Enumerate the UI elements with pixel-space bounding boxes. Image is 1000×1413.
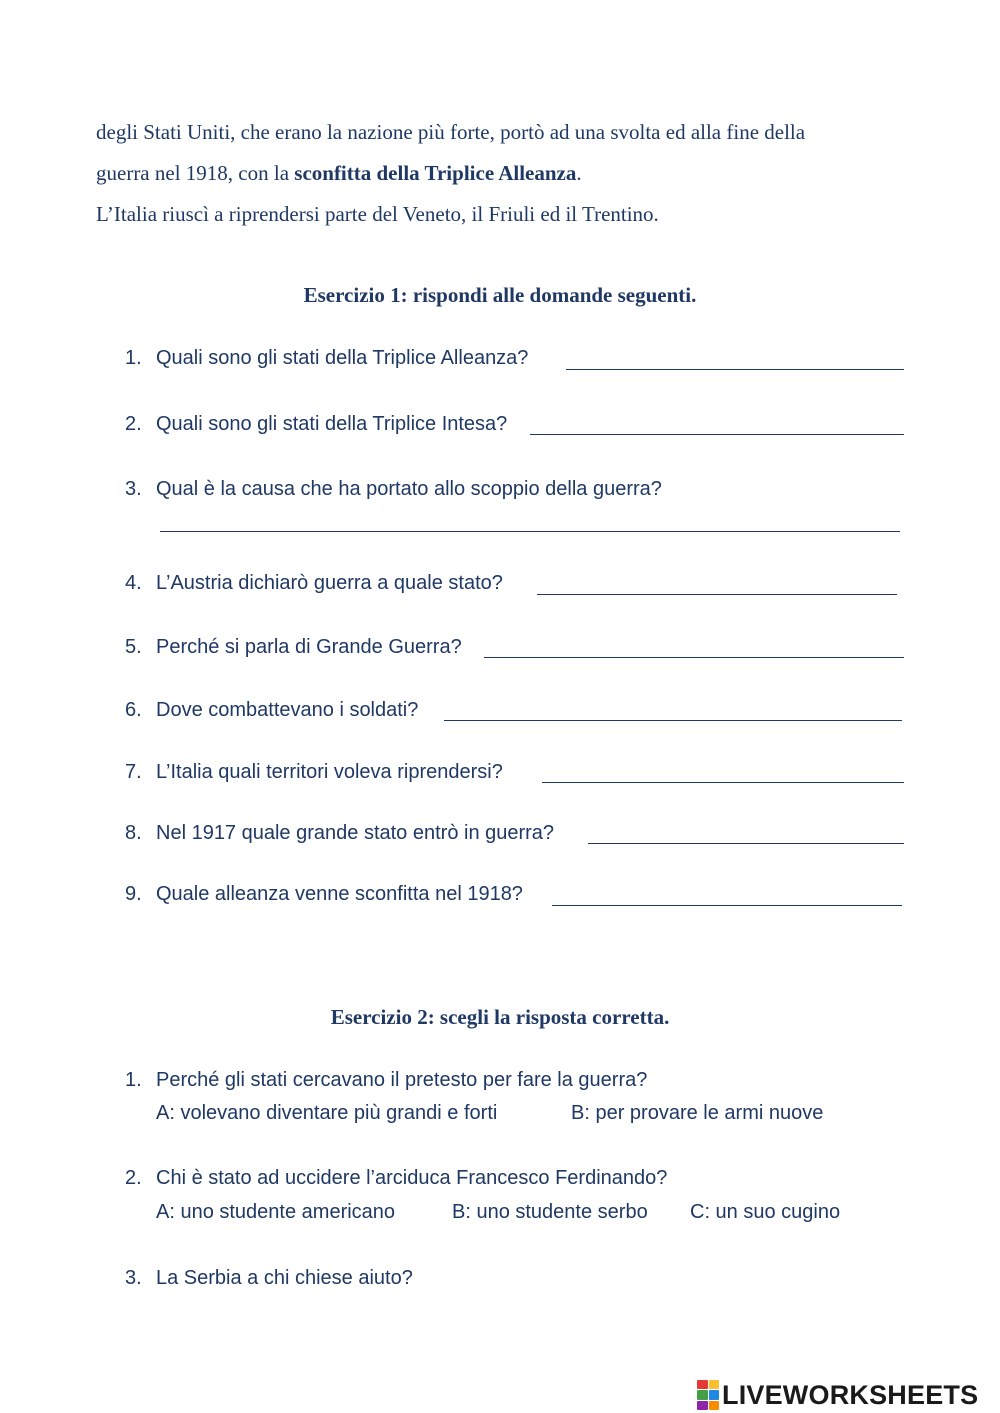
ex1-q5-number: 5. <box>125 636 142 658</box>
intro-line-2-bold: sconfitta della Triplice Alleanza <box>294 161 577 185</box>
logo-block <box>697 1390 708 1399</box>
ex1-q7-answer-line[interactable] <box>542 782 904 783</box>
ex1-q3-text: Qual è la causa che ha portato allo scoppio della guerra? <box>156 478 662 500</box>
logo-block <box>709 1390 720 1399</box>
ex1-q2-answer-line[interactable] <box>530 434 904 435</box>
intro-line-2-post: . <box>576 161 582 185</box>
ex1-q4-number: 4. <box>125 572 142 594</box>
ex1-q5-answer-line[interactable] <box>484 657 904 658</box>
logo-block <box>709 1401 720 1410</box>
ex1-q9-answer-line[interactable] <box>552 905 902 906</box>
logo-block <box>697 1401 708 1410</box>
ex1-q3-number: 3. <box>125 478 142 500</box>
liveworksheets-logo-icon <box>697 1380 719 1410</box>
ex2-q1-option-a[interactable]: A: volevano diventare più grandi e forti <box>156 1102 498 1124</box>
ex2-q2-option-c[interactable]: C: un suo cugino <box>690 1201 841 1223</box>
ex2-q2-option-a[interactable]: A: uno studente americano <box>156 1201 396 1223</box>
exercise-2-heading: Esercizio 2: scegli la risposta corretta. <box>330 1005 670 1029</box>
ex1-q3-answer-line[interactable] <box>160 531 900 532</box>
logo-block <box>709 1380 720 1389</box>
intro-paragraph <box>96 112 906 235</box>
ex2-q1-text: Perché gli stati cercavano il pretesto per fare la guerra? <box>156 1069 648 1091</box>
ex2-q2-text: Chi è stato ad uccidere l’arciduca Francesco Ferdinando? <box>156 1167 668 1189</box>
ex1-q2-text: Quali sono gli stati della Triplice Intesa? <box>156 413 508 435</box>
intro-line-1: degli Stati Uniti, che erano la nazione più forte, portò ad una svolta ed alla fine della <box>96 120 806 144</box>
ex1-q4-answer-line[interactable] <box>537 594 897 595</box>
ex1-q9-number: 9. <box>125 883 142 905</box>
ex1-q7-text: L’Italia quali territori voleva riprendersi? <box>156 761 503 783</box>
logo-block <box>697 1380 708 1389</box>
ex1-q8-answer-line[interactable] <box>588 843 904 844</box>
ex1-q9-text: Quale alleanza venne sconfitta nel 1918? <box>156 883 523 905</box>
ex1-q4-text: L’Austria dichiarò guerra a quale stato? <box>156 572 503 594</box>
liveworksheets-logo <box>697 1378 978 1412</box>
ex2-q3-number: 3. <box>125 1267 142 1289</box>
intro-line-2-pre: guerra nel 1918, con la <box>96 161 295 185</box>
ex1-q6-answer-line[interactable] <box>444 720 902 721</box>
ex2-q2-number: 2. <box>125 1167 142 1189</box>
ex1-q1-answer-line[interactable] <box>566 369 904 370</box>
ex1-q6-number: 6. <box>125 699 142 721</box>
ex1-q8-number: 8. <box>125 822 142 844</box>
ex1-q6-text: Dove combattevano i soldati? <box>156 699 419 721</box>
ex2-q2-option-b[interactable]: B: uno studente serbo <box>452 1201 648 1223</box>
intro-line-3: L’Italia riuscì a riprendersi parte del Veneto, il Friuli ed il Trentino. <box>96 202 659 226</box>
ex2-q3-text: La Serbia a chi chiese aiuto? <box>156 1267 413 1289</box>
ex1-q1-number: 1. <box>125 347 142 369</box>
exercise-1-heading: Esercizio 1: rispondi alle domande seguenti. <box>303 283 697 307</box>
ex1-q8-text: Nel 1917 quale grande stato entrò in guerra? <box>156 822 555 844</box>
liveworksheets-logo-text: LIVEWORKSHEETS <box>722 1379 979 1410</box>
ex2-q1-option-b[interactable]: B: per provare le armi nuove <box>571 1102 824 1124</box>
ex1-q7-number: 7. <box>125 761 142 783</box>
ex1-q1-text: Quali sono gli stati della Triplice Alleanza? <box>156 347 529 369</box>
ex1-q2-number: 2. <box>125 413 142 435</box>
ex2-q1-number: 1. <box>125 1069 142 1091</box>
ex1-q5-text: Perché si parla di Grande Guerra? <box>156 636 462 658</box>
intro-line-2 <box>96 153 906 194</box>
